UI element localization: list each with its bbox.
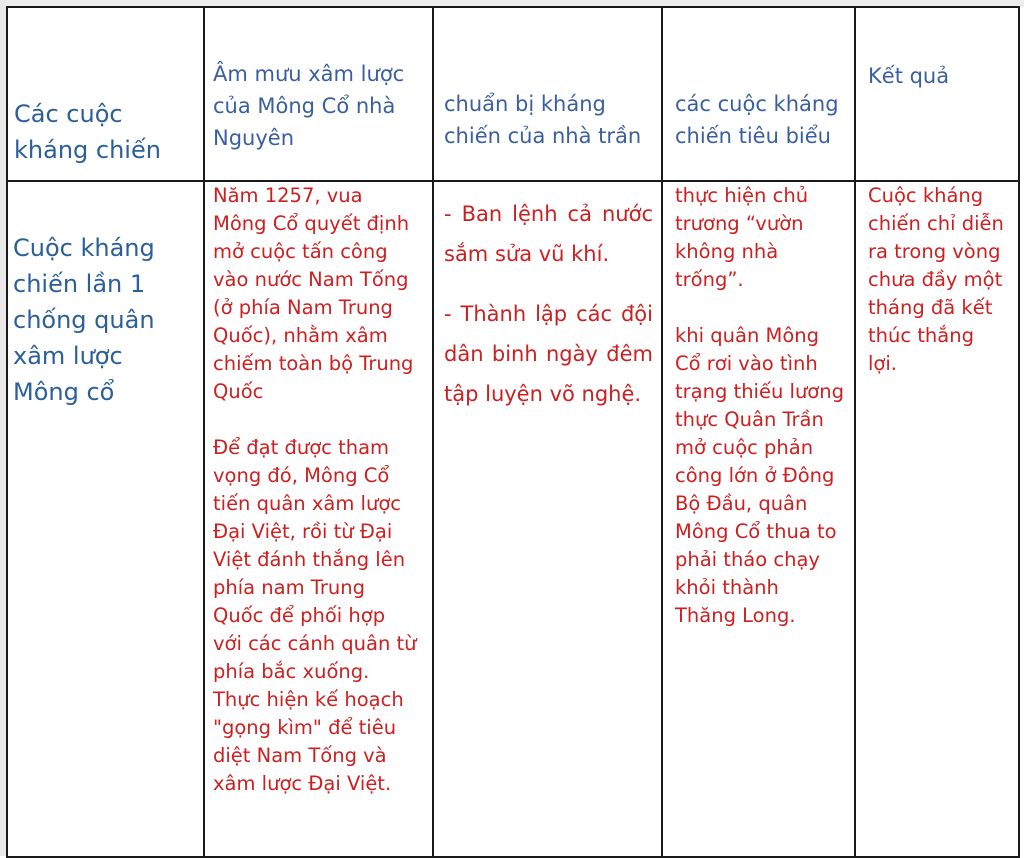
header-cell-plot (204, 7, 433, 181)
row-title: Cuộc kháng chiến lần 1 chống quân xâm lược Mông cổ (13, 234, 155, 406)
history-table (6, 6, 1020, 858)
result-cell (855, 181, 1019, 857)
header-cell-result (855, 7, 1019, 181)
header-cell-preparation (433, 7, 662, 181)
result-text: Cuộc kháng chiến chỉ diễn ra trong vòng chưa đầy một tháng đã kết thúc thắng lợi. (868, 184, 1004, 375)
plot-paragraph-2: Để đạt được tham vọng đó, Mông Cổ tiến quân xâm lược Đại Việt, rồi từ Đại Việt đánh thắng lên phía nam Trung Quốc để phối hợp với các cánh quân từ phía bắc xuống. Thực hiện kế hoạch "gọng kìm" để tiêu diệt Nam Tống và xâm lược Đại Việt. (213, 436, 417, 795)
preparation-item-1: - Ban lệnh cả nước sắm sửa vũ khí. (444, 202, 653, 266)
battles-paragraph-1: thực hiện chủ trương “vườn không nhà trống”. (675, 184, 809, 291)
header-cell-campaigns (7, 7, 204, 181)
header-result: Kết quả (868, 64, 950, 88)
preparation-cell (433, 181, 662, 857)
preparation-item-2: - Thành lập các đội dân binh ngày đêm tập luyện võ nghệ. (444, 302, 653, 406)
battles-cell (662, 181, 855, 857)
header-campaigns: Các cuộc kháng chiến (14, 100, 161, 164)
battles-paragraph-2: khi quân Mông Cổ rơi vào tình trạng thiếu lương thực Quân Trần mở cuộc phản công lớn ở Đông Bộ Đầu, quân Mông Cổ thua to phải tháo chạy khỏi thành Thăng Long. (675, 324, 844, 627)
header-row (7, 7, 1019, 181)
header-preparation: chuẩn bị kháng chiến của nhà trần (444, 92, 642, 148)
header-plot: Âm mưu xâm lược của Mông Cổ nhà Nguyên (213, 62, 405, 150)
plot-cell (204, 181, 433, 857)
header-cell-battles (662, 7, 855, 181)
plot-paragraph-1: Năm 1257, vua Mông Cổ quyết định mở cuộc tấn công vào nước Nam Tống (ở phía Nam Trung Quốc), nhằm xâm chiếm toàn bộ Trung Quốc (213, 184, 414, 403)
row-title-cell (7, 181, 204, 857)
header-battles: các cuộc kháng chiến tiêu biểu (675, 92, 839, 148)
campaign-row (7, 181, 1019, 857)
